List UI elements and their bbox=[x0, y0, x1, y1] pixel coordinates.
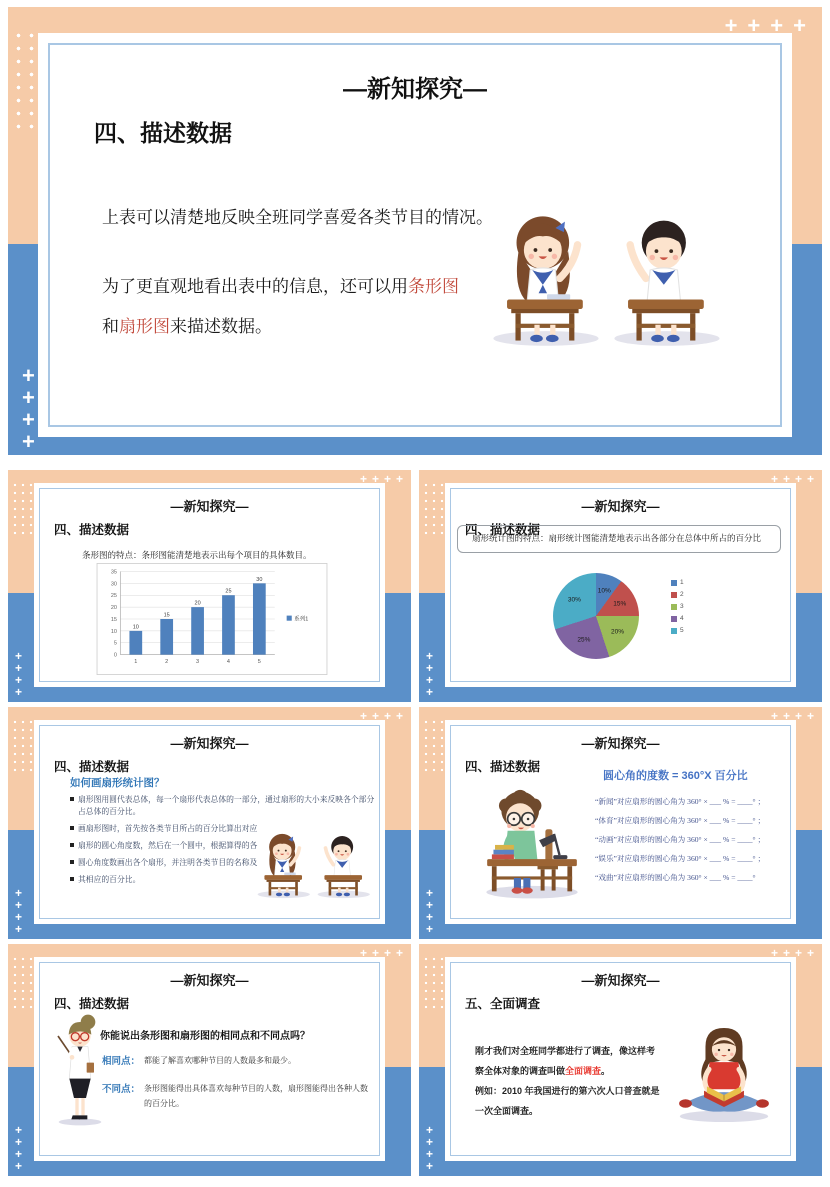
plus-icon bbox=[384, 709, 391, 723]
text-segment: 。 bbox=[601, 1066, 611, 1076]
pie-slice-label: 15% bbox=[613, 600, 627, 608]
legend-swatch-icon bbox=[671, 628, 677, 634]
census-line: 一次全面调查。 bbox=[475, 1106, 539, 1116]
slide-thumbnail-compare[interactable] bbox=[8, 944, 411, 1176]
plus-icon bbox=[15, 651, 22, 661]
plus-icon bbox=[15, 888, 22, 898]
highlight-pie-chart-term: 扇形图 bbox=[119, 317, 170, 336]
plus-icon bbox=[15, 1161, 22, 1171]
fill-in-line: “戏曲”对应扇形的圆心角为 360° × ___ % = ____° bbox=[595, 873, 756, 882]
slide-title: —新知探究— bbox=[343, 76, 487, 103]
plus-icon bbox=[384, 472, 391, 486]
section-heading: 四、描述数据 bbox=[54, 760, 130, 774]
hero-card bbox=[38, 33, 792, 437]
plus-decoration-bottom-left bbox=[22, 367, 35, 451]
plus-icon bbox=[396, 946, 403, 960]
svg-text:10: 10 bbox=[110, 628, 117, 635]
section-heading: 四、描述数据 bbox=[54, 997, 130, 1011]
bullet-square-icon bbox=[70, 860, 74, 864]
svg-text:30: 30 bbox=[256, 576, 263, 583]
plus-icon bbox=[426, 912, 433, 922]
pie-slice-label: 20% bbox=[611, 628, 625, 636]
highlight-bar-chart-term: 条形图 bbox=[408, 277, 459, 296]
plus-icon bbox=[807, 709, 814, 723]
plus-icon bbox=[426, 924, 433, 934]
plus-decoration-bottom-left bbox=[426, 651, 433, 697]
plus-icon bbox=[426, 663, 433, 673]
text-segment: 察全体对象的调查叫做 bbox=[475, 1066, 566, 1076]
bullet-text: 扇形图用圆代表总体，每一个扇形代表总体的一部分，通过扇形的大小来反映各个部分占总体的百分比。 bbox=[78, 795, 375, 817]
body-paragraph-1: 上表可以清楚地反映全班同学喜爱各类节目的情况。 bbox=[102, 208, 493, 227]
legend-label: 2 bbox=[680, 591, 684, 598]
slide-title: —新知探究— bbox=[170, 973, 249, 988]
thumb-card bbox=[34, 483, 385, 687]
thumb-card bbox=[445, 957, 796, 1161]
bullet-item bbox=[70, 857, 270, 869]
thumb-card bbox=[445, 483, 796, 687]
legend-swatch-icon bbox=[671, 616, 677, 622]
census-line bbox=[475, 1061, 660, 1081]
students-illustration bbox=[254, 818, 374, 902]
fill-in-line: “体育”对应扇形的圆心角为 360° × ___ % = ____° ； bbox=[595, 816, 766, 825]
plus-icon bbox=[795, 709, 802, 723]
pie-legend bbox=[671, 579, 684, 634]
legend-label: 5 bbox=[680, 627, 684, 634]
svg-text:20: 20 bbox=[194, 600, 201, 607]
plus-icon bbox=[22, 389, 35, 407]
plus-icon bbox=[15, 900, 22, 910]
plus-icon bbox=[22, 411, 35, 429]
section-heading: 五、全面调查 bbox=[465, 997, 541, 1011]
bullet-item bbox=[70, 823, 270, 835]
girl-reading-illustration bbox=[667, 997, 781, 1143]
bullet-square-icon bbox=[70, 797, 74, 801]
bullet-item bbox=[70, 840, 270, 852]
plus-decoration-bottom-left bbox=[15, 651, 22, 697]
legend-swatch-icon bbox=[671, 604, 677, 610]
thumb-card bbox=[445, 720, 796, 924]
svg-text:25: 25 bbox=[110, 593, 117, 600]
plus-icon bbox=[396, 472, 403, 486]
bullet-square-icon bbox=[70, 843, 74, 847]
svg-text:35: 35 bbox=[110, 569, 117, 576]
text-segment: 和 bbox=[102, 317, 119, 336]
similarity-label: 相同点： bbox=[102, 1056, 141, 1067]
plus-decoration-bottom-left bbox=[15, 888, 22, 934]
fill-in-line: “娱乐”对应扇形的圆心角为 360° × ___ % = ____° ； bbox=[595, 854, 766, 863]
census-line: 例如：2010 年我国进行的第六次人口普查就是 bbox=[475, 1086, 660, 1096]
hero-slide bbox=[8, 7, 822, 455]
fill-in-line: “动画”对应扇形的圆心角为 360° × ___ % = ____° ； bbox=[595, 835, 766, 844]
svg-text:系列1: 系列1 bbox=[294, 616, 309, 623]
pie-circle bbox=[553, 573, 639, 659]
bullet-text: 圆心角度数画出各个扇形，并注明各类节目的名称及 bbox=[78, 858, 258, 868]
plus-icon bbox=[807, 472, 814, 486]
svg-text:0: 0 bbox=[113, 652, 117, 659]
section-heading: 四、描述数据 bbox=[54, 523, 130, 537]
bullet-text: 其相应的百分比。 bbox=[78, 875, 141, 885]
legend-swatch-icon bbox=[671, 580, 677, 586]
bullet-square-icon bbox=[70, 877, 74, 881]
thumb-card bbox=[34, 720, 385, 924]
plus-icon bbox=[795, 472, 802, 486]
plus-decoration-bottom-left bbox=[15, 1125, 22, 1171]
bullet-text: 扇形的圆心角度数，然后在一个圆中，根据算得的各 bbox=[78, 841, 258, 851]
svg-text:5: 5 bbox=[113, 640, 117, 647]
plus-icon bbox=[396, 709, 403, 723]
bullet-item bbox=[70, 794, 376, 818]
plus-icon bbox=[426, 675, 433, 685]
plus-icon bbox=[426, 888, 433, 898]
plus-icon bbox=[426, 651, 433, 661]
section-heading: 四、描述数据 bbox=[94, 120, 232, 146]
plus-decoration-bottom-left bbox=[426, 1125, 433, 1171]
pie-chart bbox=[553, 573, 639, 659]
section-heading: 四、描述数据 bbox=[465, 523, 541, 537]
plus-icon bbox=[15, 924, 22, 934]
pie-caption-box bbox=[457, 525, 781, 553]
similarity-text: 都能了解喜欢哪种节目的人数最多和最少。 bbox=[144, 1056, 297, 1065]
subheading-question: 如何画扇形统计图？ bbox=[70, 777, 165, 789]
plus-icon bbox=[15, 912, 22, 922]
plus-icon bbox=[15, 675, 22, 685]
difference-row bbox=[102, 1081, 370, 1111]
bullet-text: 画扇形图时，首先按各类节目所占的百分比算出对应 bbox=[78, 824, 258, 834]
svg-text:1: 1 bbox=[134, 659, 138, 666]
census-line: 刚才我们对全班同学都进行了调查，像这样考 bbox=[475, 1046, 656, 1056]
difference-label: 不同点： bbox=[102, 1084, 141, 1095]
slide-title: —新知探究— bbox=[581, 736, 660, 751]
pie-chart-caption: 扇形统计图的特点：扇形统计图能清楚地表示出各部分在总体中所占的百分比 bbox=[472, 533, 762, 543]
legend-label: 1 bbox=[680, 579, 684, 586]
plus-icon bbox=[793, 13, 806, 39]
section-heading: 四、描述数据 bbox=[465, 760, 541, 774]
bar-chart-caption: 条形图的特点：条形图能清楚地表示出每个项目的具体数目。 bbox=[82, 550, 312, 560]
slide-title: —新知探究— bbox=[581, 973, 660, 988]
fill-in-lines bbox=[595, 792, 765, 887]
plus-icon bbox=[384, 946, 391, 960]
pie-legend-item bbox=[671, 603, 684, 610]
svg-text:15: 15 bbox=[110, 616, 117, 623]
legend-label: 4 bbox=[680, 615, 684, 622]
plus-icon bbox=[15, 1125, 22, 1135]
slide-thumbnail-bar-chart[interactable] bbox=[8, 470, 411, 702]
pie-legend-item bbox=[671, 627, 684, 634]
bar-chart bbox=[96, 563, 328, 675]
text-segment: 来描述数据。 bbox=[170, 317, 272, 336]
slide-title: —新知探究— bbox=[581, 499, 660, 514]
svg-text:10: 10 bbox=[132, 624, 139, 631]
svg-text:2: 2 bbox=[165, 659, 169, 666]
plus-icon bbox=[15, 1149, 22, 1159]
fill-in-line: “新闻”对应扇形的圆心角为 360° × ___ % = ____° ； bbox=[595, 797, 766, 806]
plus-icon bbox=[807, 946, 814, 960]
plus-icon bbox=[795, 946, 802, 960]
boy-studying-illustration bbox=[473, 776, 591, 906]
plus-icon bbox=[426, 1137, 433, 1147]
slide-thumbnail-pie-chart[interactable] bbox=[419, 470, 822, 702]
svg-text:4: 4 bbox=[226, 659, 230, 666]
plus-icon bbox=[426, 900, 433, 910]
svg-text:20: 20 bbox=[110, 605, 117, 612]
slide-thumbnail-how-to-draw[interactable] bbox=[8, 707, 411, 939]
plus-icon bbox=[426, 687, 433, 697]
difference-text: 条形图能得出具体喜欢每种节目的人数，扇形图能得出各种人数的百分比。 bbox=[144, 1084, 369, 1109]
plus-icon bbox=[426, 1125, 433, 1135]
svg-text:25: 25 bbox=[225, 588, 232, 595]
plus-icon bbox=[22, 367, 35, 385]
svg-text:5: 5 bbox=[257, 659, 261, 666]
pie-legend-item bbox=[671, 591, 684, 598]
pie-legend-item bbox=[671, 579, 684, 586]
plus-icon bbox=[22, 433, 35, 451]
pie-slice-label: 10% bbox=[597, 587, 611, 595]
body-paragraph-2 bbox=[102, 267, 459, 347]
plus-icon bbox=[15, 687, 22, 697]
pie-slice-label: 30% bbox=[567, 596, 581, 604]
similarity-row bbox=[102, 1053, 370, 1068]
plus-decoration-bottom-left bbox=[426, 888, 433, 934]
svg-text:15: 15 bbox=[163, 612, 170, 619]
bullet-square-icon bbox=[70, 826, 74, 830]
pie-legend-item bbox=[671, 615, 684, 622]
census-paragraph bbox=[475, 1041, 660, 1121]
plus-icon bbox=[426, 1149, 433, 1159]
comparison-question: 你能说出条形图和扇形图的相同点和不同点吗？ bbox=[100, 1031, 310, 1042]
highlight-census-term: 全面调查 bbox=[565, 1066, 602, 1076]
thumb-card bbox=[34, 957, 385, 1161]
slide-thumbnail-census[interactable] bbox=[419, 944, 822, 1176]
svg-text:3: 3 bbox=[196, 659, 200, 666]
slide-title: —新知探究— bbox=[170, 499, 249, 514]
pie-slice-label: 25% bbox=[577, 636, 591, 644]
central-angle-formula: 圆心角的度数 = 360°X 百分比 bbox=[603, 770, 748, 782]
slide-thumbnail-central-angle[interactable] bbox=[419, 707, 822, 939]
slide-title: —新知探究— bbox=[170, 736, 249, 751]
legend-swatch-icon bbox=[671, 592, 677, 598]
svg-text:30: 30 bbox=[110, 581, 117, 588]
plus-icon bbox=[15, 663, 22, 673]
text-segment: 为了更直观地看出表中的信息，还可以用 bbox=[102, 277, 408, 296]
legend-label: 3 bbox=[680, 603, 684, 610]
plus-icon bbox=[15, 1137, 22, 1147]
students-illustration bbox=[486, 183, 728, 355]
plus-icon bbox=[426, 1161, 433, 1171]
bullet-item bbox=[70, 874, 270, 886]
